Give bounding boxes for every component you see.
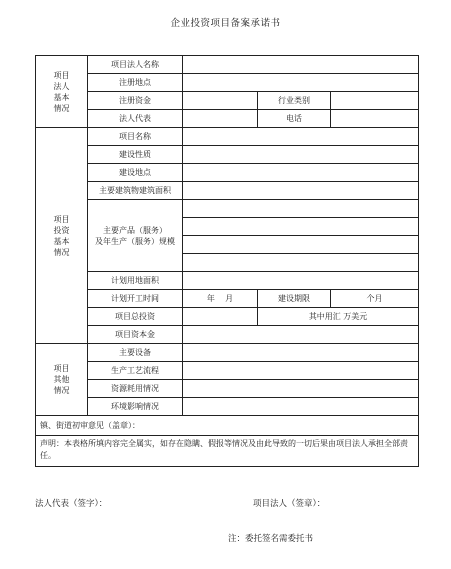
- process-label: 生产工艺流程: [88, 362, 183, 380]
- resource-field[interactable]: [183, 380, 419, 398]
- start-field[interactable]: 年 月: [183, 290, 258, 308]
- section-other: 项目 其他 情况: [36, 344, 88, 416]
- products-field-2[interactable]: [183, 218, 419, 236]
- products-field-3[interactable]: [183, 236, 419, 254]
- industry-label: 行业类别: [258, 92, 331, 110]
- area-label: 主要建筑物建筑面积: [88, 182, 183, 200]
- signature-rep-label[interactable]: 法人代表（签字）：: [35, 499, 108, 509]
- equipment-label: 主要设备: [88, 344, 183, 362]
- phone-label: 电话: [258, 110, 331, 128]
- legal-name-field[interactable]: [183, 56, 419, 74]
- legal-capital-label: 注册资金: [88, 92, 183, 110]
- process-field[interactable]: [183, 362, 419, 380]
- legal-address-label: 注册地点: [88, 74, 183, 92]
- resource-label: 资源耗用情况: [88, 380, 183, 398]
- record-form-table: [35, 55, 419, 467]
- land-field[interactable]: [183, 272, 419, 290]
- project-name-field[interactable]: [183, 128, 419, 146]
- legal-rep-label: 法人代表: [88, 110, 183, 128]
- section-legal-entity: 项目 法人 基本 情况: [36, 56, 88, 128]
- statement-text: 声明：本表格所填内容完全属实，如存在隐瞒、假报等情况及由此导致的一切后果由项目法人承担全部责任。: [36, 436, 419, 467]
- signature-entity-label[interactable]: 项目法人（签章）：: [253, 499, 326, 509]
- start-label: 计划开工时间: [88, 290, 183, 308]
- fund-field[interactable]: [183, 326, 419, 344]
- equipment-field[interactable]: [183, 344, 419, 362]
- area-field[interactable]: [183, 182, 419, 200]
- legal-capital-field[interactable]: [183, 92, 258, 110]
- location-label: 建设地点: [88, 164, 183, 182]
- legal-name-label: 项目法人名称: [88, 56, 183, 74]
- period-field[interactable]: 个月: [331, 290, 419, 308]
- phone-field[interactable]: [331, 110, 419, 128]
- review-field[interactable]: 镇、街道初审意见（盖章）：: [36, 416, 419, 436]
- land-label: 计划用地面积: [88, 272, 183, 290]
- note-text: 注：委托签名需委托书: [228, 534, 314, 544]
- industry-field[interactable]: [331, 92, 419, 110]
- fx-field[interactable]: 其中用汇 万美元: [258, 308, 419, 326]
- products-label: 主要产品（服务） 及年生产（服务）规模: [88, 200, 183, 272]
- investment-field[interactable]: [183, 308, 258, 326]
- legal-rep-field[interactable]: [183, 110, 258, 128]
- nature-label: 建设性质: [88, 146, 183, 164]
- products-field-4[interactable]: [183, 254, 419, 272]
- section-project-investment: 项目 投资 基本 情况: [36, 128, 88, 344]
- env-label: 环境影响情况: [88, 398, 183, 416]
- period-label: 建设期限: [258, 290, 331, 308]
- nature-field[interactable]: [183, 146, 419, 164]
- project-name-label: 项目名称: [88, 128, 183, 146]
- legal-address-field[interactable]: [183, 74, 419, 92]
- env-field[interactable]: [183, 398, 419, 416]
- investment-label: 项目总投资: [88, 308, 183, 326]
- page-title: 企业投资项目备案承诺书: [170, 18, 281, 29]
- location-field[interactable]: [183, 164, 419, 182]
- products-field-1[interactable]: [183, 200, 419, 218]
- fund-label: 项目资本金: [88, 326, 183, 344]
